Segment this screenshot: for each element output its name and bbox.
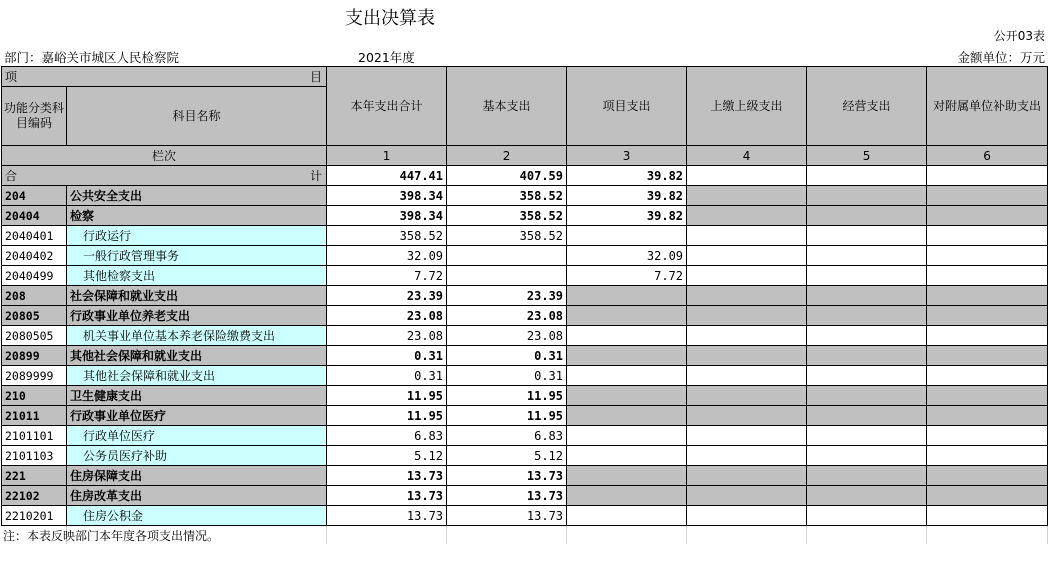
table-row bbox=[2, 406, 1048, 426]
row-value bbox=[807, 226, 927, 246]
row-code: 20404 bbox=[2, 206, 67, 226]
empty-cell bbox=[807, 526, 927, 545]
row-value bbox=[687, 466, 807, 486]
row-subject-name: 一般行政管理事务 bbox=[67, 246, 327, 266]
row-value: 398.34 bbox=[327, 206, 447, 226]
row-code: 2210201 bbox=[2, 506, 67, 526]
row-code: 2101101 bbox=[2, 426, 67, 446]
row-value bbox=[567, 366, 687, 386]
column-header-operating: 经营支出 bbox=[807, 67, 927, 146]
row-value bbox=[927, 466, 1048, 486]
row-value bbox=[687, 226, 807, 246]
row-subject-name: 其他社会保障和就业支出 bbox=[67, 366, 327, 386]
row-subject-name: 行政运行 bbox=[67, 226, 327, 246]
row-value bbox=[687, 486, 807, 506]
empty-cell bbox=[927, 526, 1048, 545]
row-code: 2080505 bbox=[2, 326, 67, 346]
table-row bbox=[2, 186, 1048, 206]
column-header-total: 本年支出合计 bbox=[327, 67, 447, 146]
row-code: 20899 bbox=[2, 346, 67, 366]
column-header-func-code: 功能分类科目编码 bbox=[2, 87, 67, 146]
row-code: 21011 bbox=[2, 406, 67, 426]
row-value bbox=[687, 386, 807, 406]
row-value: 7.72 bbox=[567, 266, 687, 286]
row-value bbox=[927, 286, 1048, 306]
row-code: 208 bbox=[2, 286, 67, 306]
total-value: 39.82 bbox=[567, 166, 687, 186]
row-code: 2101103 bbox=[2, 446, 67, 466]
row-value bbox=[567, 326, 687, 346]
row-value bbox=[927, 426, 1048, 446]
row-value bbox=[567, 226, 687, 246]
row-subject-name: 住房保障支出 bbox=[67, 466, 327, 486]
row-value bbox=[927, 186, 1048, 206]
row-value bbox=[927, 306, 1048, 326]
row-value: 358.52 bbox=[447, 226, 567, 246]
row-value bbox=[567, 466, 687, 486]
table-row bbox=[2, 506, 1048, 526]
row-value bbox=[567, 386, 687, 406]
row-value bbox=[807, 326, 927, 346]
table-row bbox=[2, 226, 1048, 246]
lanci-label: 栏次 bbox=[2, 146, 327, 166]
row-value: 6.83 bbox=[327, 426, 447, 446]
row-value: 358.52 bbox=[447, 186, 567, 206]
row-value: 5.12 bbox=[447, 446, 567, 466]
table-row bbox=[2, 346, 1048, 366]
row-code: 2040499 bbox=[2, 266, 67, 286]
row-subject-name: 社会保障和就业支出 bbox=[67, 286, 327, 306]
row-value bbox=[927, 406, 1048, 426]
row-value: 358.52 bbox=[327, 226, 447, 246]
row-code: 204 bbox=[2, 186, 67, 206]
row-value: 11.95 bbox=[327, 406, 447, 426]
column-number: 6 bbox=[927, 146, 1048, 166]
total-value bbox=[807, 166, 927, 186]
item-header-right: 目 bbox=[310, 69, 323, 84]
row-value: 5.12 bbox=[327, 446, 447, 466]
row-code: 22102 bbox=[2, 486, 67, 506]
column-number: 5 bbox=[807, 146, 927, 166]
row-value bbox=[567, 306, 687, 326]
row-value bbox=[687, 326, 807, 346]
row-code: 2040402 bbox=[2, 246, 67, 266]
row-value bbox=[567, 486, 687, 506]
row-value: 13.73 bbox=[327, 486, 447, 506]
department-label: 部门：嘉峪关市城区人民检察院 bbox=[4, 50, 180, 65]
column-number: 1 bbox=[327, 146, 447, 166]
column-number: 2 bbox=[447, 146, 567, 166]
row-value: 23.08 bbox=[447, 326, 567, 346]
row-value bbox=[927, 446, 1048, 466]
total-label-right: 计 bbox=[310, 168, 323, 183]
row-subject-name: 行政单位医疗 bbox=[67, 426, 327, 446]
row-value: 32.09 bbox=[567, 246, 687, 266]
row-value: 0.31 bbox=[447, 346, 567, 366]
row-value bbox=[807, 466, 927, 486]
table-row bbox=[2, 446, 1048, 466]
row-value: 358.52 bbox=[447, 206, 567, 226]
row-value bbox=[807, 366, 927, 386]
row-value bbox=[927, 486, 1048, 506]
row-value: 23.08 bbox=[327, 306, 447, 326]
row-value bbox=[687, 266, 807, 286]
row-value bbox=[447, 246, 567, 266]
row-subject-name: 其他社会保障和就业支出 bbox=[67, 346, 327, 366]
empty-cell bbox=[567, 526, 687, 545]
row-value bbox=[927, 326, 1048, 346]
row-subject-name: 其他检察支出 bbox=[67, 266, 327, 286]
table-row bbox=[2, 306, 1048, 326]
row-subject-name: 机关事业单位基本养老保险缴费支出 bbox=[67, 326, 327, 346]
row-subject-name: 行政事业单位医疗 bbox=[67, 406, 327, 426]
row-subject-name: 公共安全支出 bbox=[67, 186, 327, 206]
row-value: 23.39 bbox=[447, 286, 567, 306]
row-value bbox=[567, 406, 687, 426]
row-subject-name: 检察 bbox=[67, 206, 327, 226]
form-number: 公开03表 bbox=[993, 29, 1045, 43]
row-value bbox=[927, 506, 1048, 526]
total-value: 407.59 bbox=[447, 166, 567, 186]
table-row bbox=[2, 466, 1048, 486]
column-header-remit-superior: 上缴上级支出 bbox=[687, 67, 807, 146]
amount-unit: 金额单位：万元 bbox=[957, 50, 1045, 65]
row-value: 13.73 bbox=[447, 486, 567, 506]
row-value bbox=[927, 226, 1048, 246]
row-subject-name: 公务员医疗补助 bbox=[67, 446, 327, 466]
item-header-left: 项 bbox=[5, 69, 18, 84]
row-value bbox=[687, 186, 807, 206]
row-subject-name: 住房公积金 bbox=[67, 506, 327, 526]
row-code: 210 bbox=[2, 386, 67, 406]
row-value: 23.08 bbox=[447, 306, 567, 326]
row-value bbox=[687, 286, 807, 306]
row-value bbox=[807, 426, 927, 446]
row-value bbox=[927, 366, 1048, 386]
column-header-subject-name: 科目名称 bbox=[67, 87, 327, 146]
row-value: 23.39 bbox=[327, 286, 447, 306]
row-value: 6.83 bbox=[447, 426, 567, 446]
column-number: 4 bbox=[687, 146, 807, 166]
row-value: 11.95 bbox=[447, 386, 567, 406]
total-row bbox=[2, 166, 1048, 186]
row-value bbox=[807, 306, 927, 326]
row-value: 23.08 bbox=[327, 326, 447, 346]
table-row bbox=[2, 426, 1048, 446]
row-value bbox=[807, 186, 927, 206]
row-value: 0.31 bbox=[327, 366, 447, 386]
row-value: 13.73 bbox=[327, 506, 447, 526]
row-value bbox=[807, 346, 927, 366]
table-row bbox=[2, 326, 1048, 346]
row-code: 20805 bbox=[2, 306, 67, 326]
row-value: 13.73 bbox=[447, 466, 567, 486]
row-value bbox=[807, 486, 927, 506]
row-value: 32.09 bbox=[327, 246, 447, 266]
row-value bbox=[807, 386, 927, 406]
row-value bbox=[927, 346, 1048, 366]
row-value: 0.31 bbox=[327, 346, 447, 366]
row-value: 13.73 bbox=[327, 466, 447, 486]
row-value bbox=[687, 506, 807, 526]
fiscal-year: 2021年度 bbox=[358, 50, 415, 65]
row-value: 11.95 bbox=[327, 386, 447, 406]
row-value bbox=[567, 286, 687, 306]
table-note: 注：本表反映部门本年度各项支出情况。 bbox=[3, 529, 220, 543]
table-row bbox=[2, 246, 1048, 266]
row-value: 11.95 bbox=[447, 406, 567, 426]
row-value bbox=[447, 266, 567, 286]
table-row bbox=[2, 266, 1048, 286]
row-subject-name: 住房改革支出 bbox=[67, 486, 327, 506]
table-row bbox=[2, 366, 1048, 386]
row-value bbox=[567, 426, 687, 446]
column-number: 3 bbox=[567, 146, 687, 166]
row-value bbox=[687, 446, 807, 466]
page-title: 支出决算表 bbox=[345, 8, 435, 29]
row-value: 13.73 bbox=[447, 506, 567, 526]
row-value bbox=[687, 206, 807, 226]
column-header-subsidy: 对附属单位补助支出 bbox=[927, 67, 1048, 146]
row-value bbox=[807, 246, 927, 266]
total-value bbox=[687, 166, 807, 186]
row-value bbox=[927, 386, 1048, 406]
row-value: 0.31 bbox=[447, 366, 567, 386]
row-value bbox=[687, 246, 807, 266]
row-value bbox=[807, 286, 927, 306]
row-value bbox=[807, 206, 927, 226]
column-header-project: 项目支出 bbox=[567, 67, 687, 146]
row-value bbox=[687, 426, 807, 446]
row-value bbox=[807, 506, 927, 526]
column-header-basic: 基本支出 bbox=[447, 67, 567, 146]
table-row bbox=[2, 486, 1048, 506]
row-value: 39.82 bbox=[567, 186, 687, 206]
row-value: 39.82 bbox=[567, 206, 687, 226]
row-subject-name: 行政事业单位养老支出 bbox=[67, 306, 327, 326]
row-value bbox=[927, 246, 1048, 266]
row-value: 7.72 bbox=[327, 266, 447, 286]
row-value: 398.34 bbox=[327, 186, 447, 206]
total-label-cell bbox=[2, 166, 327, 186]
row-subject-name: 卫生健康支出 bbox=[67, 386, 327, 406]
total-value bbox=[927, 166, 1048, 186]
row-value bbox=[687, 406, 807, 426]
empty-cell bbox=[447, 526, 567, 545]
row-value bbox=[687, 306, 807, 326]
row-code: 2040401 bbox=[2, 226, 67, 246]
row-value bbox=[927, 266, 1048, 286]
table-row bbox=[2, 386, 1048, 406]
row-value bbox=[927, 206, 1048, 226]
empty-cell bbox=[687, 526, 807, 545]
table-row bbox=[2, 206, 1048, 226]
empty-cell bbox=[327, 526, 447, 545]
row-code: 2089999 bbox=[2, 366, 67, 386]
row-value bbox=[567, 446, 687, 466]
row-value bbox=[807, 266, 927, 286]
row-value bbox=[567, 506, 687, 526]
item-header-cell bbox=[2, 67, 327, 87]
row-value bbox=[687, 346, 807, 366]
row-value bbox=[807, 446, 927, 466]
row-value bbox=[807, 406, 927, 426]
total-label-left: 合 bbox=[5, 168, 18, 183]
row-code: 221 bbox=[2, 466, 67, 486]
table-row bbox=[2, 286, 1048, 306]
total-value: 447.41 bbox=[327, 166, 447, 186]
row-value bbox=[567, 346, 687, 366]
expenditure-table bbox=[1, 66, 1048, 544]
row-value bbox=[687, 366, 807, 386]
